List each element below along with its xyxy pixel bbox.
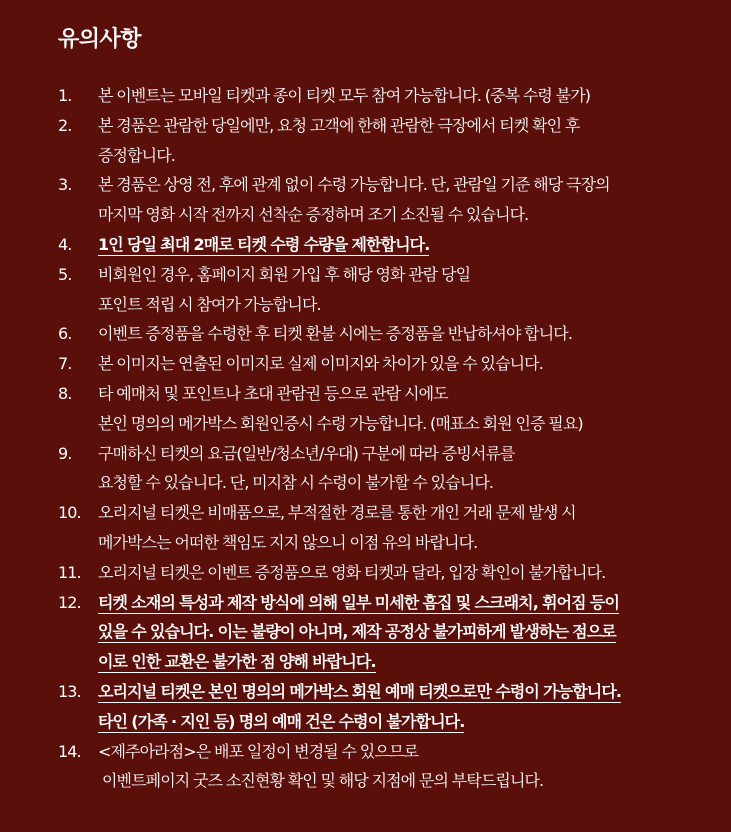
notice-item-text: <제주아라점>은 배포 일정이 변경될 수 있으므로 [98, 741, 419, 761]
notice-item-line [98, 81, 718, 111]
notice-item-text: 마지막 영화 시작 전까지 선착순 증정하며 조기 소진될 수 있습니다. [98, 205, 529, 225]
notice-item-text: 메가박스는 어떠한 책임도 지지 않으니 이점 유의 바랍니다. [98, 532, 478, 552]
notice-item-line [98, 290, 718, 320]
notice-item-text: 타 예매처 및 포인트나 초대 관람권 등으로 관람 시에도 [98, 383, 448, 403]
notice-item [58, 260, 718, 320]
notice-item-text: 본인 명의의 메가박스 회원인증시 수령 가능합니다. (매표소 회원 인증 필요) [98, 413, 583, 433]
notice-title: 유의사항 [58, 27, 142, 52]
notice-item-text: 있을 수 있습니다. 이는 불량이 아니며, 제작 공정상 불가피하게 발생하는 점으로 [98, 622, 616, 642]
notice-list [58, 81, 718, 796]
notice-item-text: 티켓 소재의 특성과 제작 방식에 의해 일부 미세한 흠집 및 스크래치, 휘어짐 등이 [98, 592, 620, 612]
notice-item-text: 요청할 수 있습니다. 단, 미지참 시 수령이 불가할 수 있습니다. [98, 473, 494, 493]
notice-item-line [98, 111, 718, 141]
notice-item-line [98, 260, 718, 290]
notice-item-text: 구매하신 티켓의 요금(일반/청소년/우대) 구분에 따라 증빙서류를 [98, 443, 515, 463]
notice-item-text: 포인트 적립 시 참여가 가능합니다. [98, 294, 321, 314]
notice-item [58, 439, 718, 499]
notice-item-number: 5. [58, 264, 72, 284]
notice-item-text: 타인 (가족 · 지인 등) 명의 예매 건은 수령이 불가합니다. [98, 711, 465, 731]
notice-item-text: 본 경품은 상영 전, 후에 관계 없이 수령 가능합니다. 단, 관람일 기준 해당 극장의 [98, 175, 610, 195]
notice-item [58, 379, 718, 439]
notice-item-number: 11. [58, 562, 81, 582]
notice-item-text: 증정합니다. [98, 145, 175, 165]
notice-item-line [98, 319, 718, 349]
notice-item-text: 오리지널 티켓은 이벤트 증정품으로 영화 티켓과 달라, 입장 확인이 불가합니다. [98, 562, 606, 582]
notice-item [58, 170, 718, 230]
notice-item-number: 3. [58, 175, 72, 195]
notice-item [58, 588, 718, 677]
notice-item-number: 12. [58, 592, 81, 612]
notice-item [58, 677, 718, 737]
notice-item-text: 오리지널 티켓은 비매품으로, 부적절한 경로를 통한 개인 거래 문제 발생 시 [98, 503, 576, 523]
notice-item-line [98, 439, 718, 469]
notice-item-text: 오리지널 티켓은 본인 명의의 메가박스 회원 예매 티켓으로만 수령이 가능합니다. [98, 681, 622, 701]
notice-item-line [98, 468, 718, 498]
notice-item-line [98, 588, 718, 618]
notice-item-number: 4. [58, 234, 72, 254]
notice-item-number: 8. [58, 383, 72, 403]
notice-item-text: 이벤트 증정품을 수령한 후 티켓 환불 시에는 증정품을 반납하셔야 합니다. [98, 324, 573, 344]
notice-item-line [98, 349, 718, 379]
notice-item-text: 본 경품은 관람한 당일에만, 요청 고객에 한해 관람한 극장에서 티켓 확인 후 [98, 115, 580, 135]
notice-item-line [98, 647, 718, 677]
notice-item-line [98, 707, 718, 737]
notice-item-text: 본 이벤트는 모바일 티켓과 종이 티켓 모두 참여 가능합니다. (중복 수령 불가) [98, 86, 591, 105]
notice-item-line [98, 379, 718, 409]
notice-item-text: 1인 당일 최대 2매로 티켓 수령 수량을 제한합니다. [98, 234, 430, 254]
notice-item-text: 비회원인 경우, 홈페이지 회원 가입 후 해당 영화 관람 당일 [98, 264, 471, 284]
notice-item [58, 230, 718, 260]
notice-item-line [98, 498, 718, 528]
notice-item-number: 2. [58, 115, 72, 135]
notice-item-number: 6. [58, 324, 72, 344]
notice-item-line [98, 141, 718, 171]
notice-item-number: 13. [58, 681, 81, 701]
notice-item-line [98, 170, 718, 200]
notice-item-number: 9. [58, 443, 72, 463]
notice-item-number: 7. [58, 354, 72, 374]
notice-item-number: 14. [58, 741, 81, 761]
notice-item [58, 737, 718, 797]
notice-item-line [98, 677, 718, 707]
notice-item [58, 111, 718, 171]
notice-item-line [98, 200, 718, 230]
notice-item [58, 558, 718, 588]
notice-item-line [98, 409, 718, 439]
notice-item-line [98, 528, 718, 558]
notice-item-number: 1. [58, 86, 72, 105]
notice-item [58, 498, 718, 558]
notice-item-text: 이벤트페이지 굿즈 소진현황 확인 및 해당 지점에 문의 부탁드립니다. [102, 771, 544, 791]
notice-item-line [98, 558, 718, 588]
notice-item-line [98, 737, 718, 767]
notice-item [58, 81, 718, 111]
notice-item-line [98, 617, 718, 647]
notice-item [58, 349, 718, 379]
notice-item-number: 10. [58, 503, 81, 523]
notice-item-line [98, 766, 718, 796]
notice-item-text: 본 이미지는 연출된 이미지로 실제 이미지와 차이가 있을 수 있습니다. [98, 354, 543, 374]
notice-item-line [98, 230, 718, 260]
notice-item [58, 319, 718, 349]
notice-item-text: 이로 인한 교환은 불가한 점 양해 바랍니다. [98, 652, 376, 672]
